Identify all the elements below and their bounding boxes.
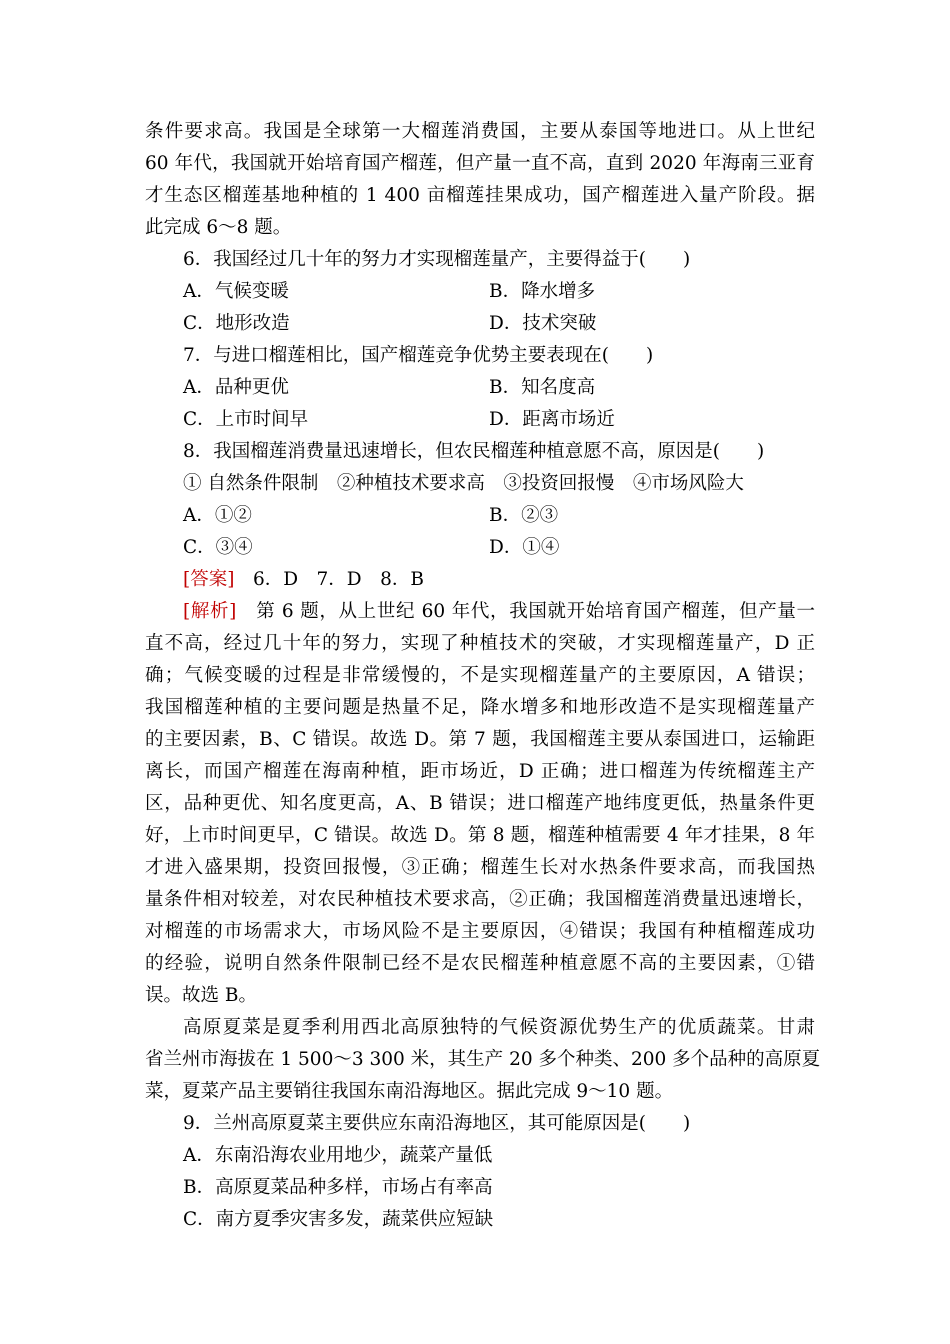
q6-stem: 6．我国经过几十年的努力才实现榴莲量产，主要得益于( ) <box>183 249 691 270</box>
q7-option-c: C．上市时间早 <box>183 409 309 430</box>
q7-stem: 7．与进口榴莲相比，国产榴莲竞争优势主要表现在( ) <box>183 345 654 366</box>
analysis-line: 离长，而国产榴莲在海南种植，距市场近，D 正确；进口榴莲为传统榴莲主产 <box>145 761 815 782</box>
intro-veg-line-3: 菜，夏菜产品主要销往我国东南沿海地区。据此完成 9～10 题。 <box>145 1081 674 1102</box>
q6-option-d: D．技术突破 <box>489 313 597 334</box>
q6-option-a: A．气候变暖 <box>183 281 289 302</box>
analysis-line: 直不高，经过几十年的努力，实现了种植技术的突破，才实现榴莲量产，D 正 <box>145 633 815 654</box>
q6-option-c: C．地形改造 <box>183 313 290 334</box>
analysis-line: 的主要因素，B、C 错误。故选 D。第 7 题，我国榴莲主要从泰国进口，运输距 <box>145 729 815 750</box>
q9-option-a: A．东南沿海农业用地少，蔬菜产量低 <box>183 1145 493 1166</box>
analysis-first-text: 第 6 题，从上世纪 60 年代，我国就开始培育国产榴莲，但产量一 <box>236 601 816 622</box>
intro-veg-line-2: 省兰州市海拔在 1 500～3 300 米，其生产 20 多个种类、200 多个品种的高原夏 <box>145 1049 821 1070</box>
q9-option-c: C．南方夏季灾害多发，蔬菜供应短缺 <box>183 1209 494 1230</box>
analysis-line: 区，品种更优、知名度更高，A、B 错误；进口榴莲产地纬度更低，热量条件更 <box>145 793 815 814</box>
answer-text: 6．D 7．D 8．B <box>234 569 425 590</box>
intro-durian-line-2: 60 年代，我国就开始培育国产榴莲，但产量一直不高，直到 2020 年海南三亚育 <box>145 153 815 174</box>
analysis-tag: [解析] <box>183 601 237 622</box>
intro-durian-line-1: 条件要求高。我国是全球第一大榴莲消费国，主要从泰国等地进口。从上世纪 <box>145 121 815 142</box>
intro-durian-line-4: 此完成 6～8 题。 <box>145 217 292 238</box>
intro-durian-line-3: 才生态区榴莲基地种植的 1 400 亩榴莲挂果成功，国产榴莲进入量产阶段。据 <box>145 185 815 206</box>
analysis-line: 才进入盛果期，投资回报慢，③正确；榴莲生长对水热条件要求高，而我国热 <box>145 857 815 878</box>
q7-option-d: D．距离市场近 <box>489 409 615 430</box>
analysis-first-line <box>183 598 815 626</box>
q9-stem: 9．兰州高原夏菜主要供应东南沿海地区，其可能原因是( ) <box>183 1113 691 1134</box>
q6-option-b: B．降水增多 <box>489 281 596 302</box>
q8-option-a: A．①② <box>183 505 252 526</box>
analysis-line: 对榴莲的市场需求大，市场风险不是主要原因，④错误；我国有种植榴莲成功 <box>145 921 815 942</box>
analysis-last-line: 误。故选 B。 <box>145 985 257 1006</box>
analysis-line: 的经验，说明自然条件限制已经不是农民榴莲种植意愿不高的主要因素，①错 <box>145 953 815 974</box>
intro-veg-line-1: 高原夏菜是夏季利用西北高原独特的气候资源优势生产的优质蔬菜。甘肃 <box>183 1017 815 1038</box>
analysis-line: 量条件相对较差，对农民种植技术要求高，②正确；我国榴莲消费量迅速增长， <box>145 889 815 910</box>
q7-option-a: A．品种更优 <box>183 377 289 398</box>
analysis-line: 我国榴莲种植的主要问题是热量不足，降水增多和地形改造不是实现榴莲量产 <box>145 697 815 718</box>
q8-option-d: D．①④ <box>489 537 560 558</box>
q8-statements: ① 自然条件限制 ②种植技术要求高 ③投资回报慢 ④市场风险大 <box>183 473 744 494</box>
q8-option-b: B．②③ <box>489 505 559 526</box>
q7-option-b: B．知名度高 <box>489 377 596 398</box>
answer-tag: [答案] <box>183 569 235 590</box>
q9-option-b: B．高原夏菜品种多样，市场占有率高 <box>183 1177 493 1198</box>
analysis-line: 好，上市时间更早，C 错误。故选 D。第 8 题，榴莲种植需要 4 年才挂果，8 年 <box>145 825 815 846</box>
q8-option-c: C．③④ <box>183 537 253 558</box>
q8-stem: 8．我国榴莲消费量迅速增长，但农民榴莲种植意愿不高，原因是( ) <box>183 441 765 462</box>
answer-line <box>183 566 815 594</box>
analysis-line: 确；气候变暖的过程是非常缓慢的，不是实现榴莲量产的主要原因，A 错误； <box>145 665 815 686</box>
